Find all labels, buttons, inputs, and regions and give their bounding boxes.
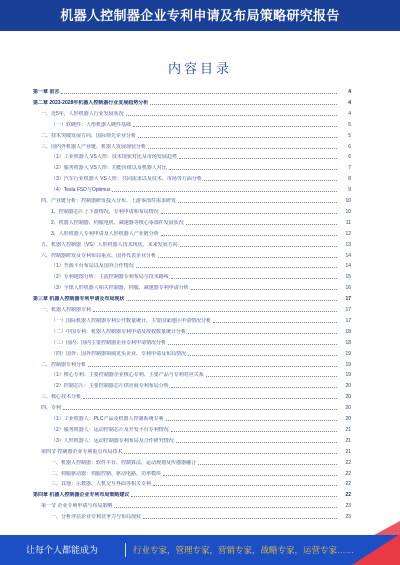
toc-entry[interactable] xyxy=(33,162,351,171)
toc-page-number: 23 xyxy=(345,503,351,510)
toc-page-number: 21 xyxy=(345,437,351,444)
toc-page-number: 12 xyxy=(345,230,351,237)
toc-leader-dots xyxy=(198,463,337,465)
toc-entry-title: 三、核心技术分析 xyxy=(41,394,82,401)
toc-entry-title: 六、控制器研发及专利布局重点、国外代表企业分析 xyxy=(41,252,157,259)
toc-leader-dots xyxy=(161,234,337,236)
toc-page-number: 23 xyxy=(345,514,351,521)
toc-page-number: 22 xyxy=(345,492,351,499)
toc-leader-dots xyxy=(143,517,337,519)
toc-leader-dots xyxy=(148,147,337,149)
toc-entry-title: 一、分析评估企业专利竞争力与布局现状 xyxy=(51,514,142,521)
toc-page-number: 15 xyxy=(345,274,351,281)
toc-leader-dots xyxy=(150,103,337,105)
toc-entry[interactable] xyxy=(33,86,351,95)
toc-entry[interactable] xyxy=(33,326,351,335)
toc-leader-dots xyxy=(191,288,337,290)
toc-leader-dots xyxy=(136,266,337,268)
toc-entry[interactable] xyxy=(33,119,351,128)
toc-leader-dots xyxy=(112,190,337,192)
toc-entry[interactable] xyxy=(33,184,351,193)
toc-leader-dots xyxy=(168,343,337,345)
toc-entry-title: 第一节 企业专利申请与布局策略 xyxy=(41,503,113,510)
toc-entry-title: （1）核心专利：主要控制器企业核心专利、主要产品与专利对应关系 xyxy=(51,372,204,379)
toc-page-number: 4 xyxy=(348,110,351,117)
toc-page-number: 6 xyxy=(348,154,351,161)
toc-page-number: 20 xyxy=(345,394,351,401)
toc-leader-dots xyxy=(176,441,337,443)
toc-entry-title: 一、机器人控制器专利 xyxy=(41,307,92,313)
toc-leader-dots xyxy=(131,495,337,497)
toc-entry-title: （2）服务机器人：运动控制芯片及开发平台专利情况 xyxy=(51,426,169,433)
footer-corner-accent-small xyxy=(374,521,400,535)
toc-page-number: 20 xyxy=(345,416,351,422)
toc-entry-title: （二）中国专利：机器人控制器专利申请及授权数量统计分析 xyxy=(51,328,187,335)
toc-leader-dots xyxy=(171,386,337,388)
toc-page-number: 19 xyxy=(345,350,351,357)
toc-leader-dots xyxy=(163,474,337,476)
toc-leader-dots xyxy=(188,354,337,356)
toc-entry-title: （3）全球人形机器人相关控制器、伺服、减速器专利申请分析 xyxy=(51,285,189,292)
toc-entry-title: （1）工业机器人 VS人形：技术现状对比及市场发展趋势 xyxy=(51,154,177,161)
toc-page-number: 20 xyxy=(345,405,351,412)
toc-leader-dots xyxy=(178,201,337,203)
toc-leader-dots xyxy=(126,114,337,116)
toc-entry-title: （2）专利地图分析：主流控制器专利布局与技术路线 xyxy=(51,274,169,281)
toc-leader-dots xyxy=(63,408,337,410)
toc-entry-title: 第三章 机器人控制器专利申请及布局现状 xyxy=(33,296,125,303)
toc-page-number: 5 xyxy=(348,132,351,139)
toc-page-number: 4 xyxy=(348,99,351,106)
toc-entry[interactable] xyxy=(33,468,351,477)
toc-entry[interactable] xyxy=(33,457,351,466)
toc-entry-title: 一、近5年，人形机器人行业发展状况 xyxy=(41,110,124,117)
toc-page-number: 11 xyxy=(345,219,351,226)
toc-leader-dots xyxy=(138,136,337,138)
toc-entry-title: （一）软硬件：人形机器人硬件基础 xyxy=(51,121,132,128)
toc-page-number: 17 xyxy=(345,317,351,324)
toc-page-number: 13 xyxy=(345,241,351,248)
toc-entry[interactable] xyxy=(33,391,351,400)
footer-roles: 行业专家，管理专家，营销专家，战略专家，运营专家…… xyxy=(133,545,355,555)
toc-page-number: 22 xyxy=(345,481,351,488)
toc-entry-title: （3）人形机器人：运动控制器专利布局及合作研究情况 xyxy=(51,437,174,444)
toc-entry[interactable] xyxy=(33,446,351,455)
toc-page-number: 21 xyxy=(345,448,351,455)
toc-page-number: 8 xyxy=(348,176,351,183)
footer-slogan: 让每个人都能成为 xyxy=(26,545,99,555)
toc-page-number: 6 xyxy=(348,143,351,150)
toc-page-number: 20 xyxy=(345,383,351,390)
toc-entry[interactable] xyxy=(33,206,351,215)
toc-page-number: 17 xyxy=(345,296,351,303)
toc-entry-title: （1）工业机器人：PLC产品及机器人控制系统专利 xyxy=(51,416,164,422)
toc-leader-dots xyxy=(179,157,337,159)
toc-leader-dots xyxy=(88,365,337,367)
toc-entry-title: 三、国内外机器人产业链、机器人发展现状分析 xyxy=(41,143,147,150)
toc-page-number: 10 xyxy=(345,208,351,215)
toc-page-number: 7 xyxy=(348,165,351,172)
toc-leader-dots xyxy=(186,223,337,225)
toc-entry[interactable] xyxy=(33,413,351,422)
toc-entry-title: 二、控制器专利分析 xyxy=(41,361,87,368)
toc-entry[interactable] xyxy=(33,141,351,150)
toc-entry-title: （三）国内：国内主要控制器企业专利申请情况分析 xyxy=(51,339,167,346)
footer-divider xyxy=(125,543,126,557)
toc-leader-dots xyxy=(213,321,337,323)
toc-page-number: 14 xyxy=(345,252,351,259)
toc-entry[interactable] xyxy=(33,315,351,324)
toc-entry[interactable] xyxy=(33,489,351,498)
toc-page-number: 14 xyxy=(345,263,351,270)
toc-page-number: 17 xyxy=(345,307,351,313)
toc-leader-dots xyxy=(124,452,337,454)
toc-entry-title: 三、其他：示教器、人机交互界面等相关专利 xyxy=(51,481,152,488)
toc-entry[interactable] xyxy=(33,348,351,357)
toc-page-number: 18 xyxy=(345,339,351,346)
toc-entry[interactable] xyxy=(33,217,351,226)
toc-entry[interactable] xyxy=(33,402,351,411)
toc-leader-dots xyxy=(169,168,337,170)
toc-leader-dots xyxy=(61,92,337,94)
toc-page-number: 16 xyxy=(345,285,351,292)
toc-entry-title: 五、机器人控制器（VS）人形机器人技术现状、未来发展方向 xyxy=(41,241,178,248)
toc-entry[interactable] xyxy=(33,380,351,389)
toc-page-number: 18 xyxy=(345,328,351,335)
toc-entry[interactable] xyxy=(33,97,351,106)
footer-banner xyxy=(0,535,400,565)
toc-entry[interactable] xyxy=(33,282,351,291)
toc-leader-dots xyxy=(158,256,337,258)
toc-leader-dots xyxy=(93,310,337,312)
toc-entry[interactable] xyxy=(33,130,351,139)
toc-entry-title: 3、人形机器人专利申请及人形机器人产业链分析 xyxy=(51,230,159,237)
report-header-bar xyxy=(0,0,400,31)
toc-page-number: 19 xyxy=(345,372,351,379)
toc-entry-title: （4）Tesla FSD与Optimus xyxy=(51,187,111,194)
toc-leader-dots xyxy=(114,506,337,508)
toc-leader-dots xyxy=(133,125,337,127)
toc-entry-title: 第一章 前言 xyxy=(33,89,60,95)
toc-entry[interactable] xyxy=(33,108,351,117)
toc-leader-dots xyxy=(206,375,337,377)
toc-leader-dots xyxy=(153,484,337,486)
toc-entry[interactable] xyxy=(33,478,351,487)
toc-entry-title: 第四节 控制器企业专利重点布局技术 xyxy=(41,448,123,455)
toc-entry[interactable] xyxy=(33,195,351,204)
toc-entry[interactable] xyxy=(33,435,351,444)
toc-entry-title: （1）开源平台布局以及国外合作情况 xyxy=(51,263,134,270)
toc-entry[interactable] xyxy=(33,369,351,378)
toc-entry-title: 2、机器人控制器、伺服电机、减速器等核心零部件发展状况 xyxy=(51,219,184,226)
toc-entry[interactable] xyxy=(33,271,351,280)
toc-entry[interactable] xyxy=(33,511,351,520)
toc-entry[interactable] xyxy=(33,173,351,182)
toc-page-number: 22 xyxy=(345,459,351,466)
toc-entry[interactable] xyxy=(33,500,351,509)
toc-entry[interactable] xyxy=(33,151,351,160)
toc-page-number: 4 xyxy=(348,89,351,95)
toc-entry-title: 第二章 2023-2028年机器人控制器行业发展趋势分析 xyxy=(33,99,149,106)
toc-leader-dots xyxy=(171,430,337,432)
toc-page-number: 22 xyxy=(345,470,351,477)
toc-entry-title: （3）汽车行业机器人 VS人形：共同需求以及技术、市场等方面分析 xyxy=(51,176,202,183)
toc-leader-dots xyxy=(126,299,337,301)
toc-page-number: 21 xyxy=(345,426,351,433)
toc-entry[interactable] xyxy=(33,293,351,302)
toc-leader-dots xyxy=(204,179,337,181)
toc-entry-title: 二、伺服驱动器：伺服控制、驱动电路、功率模块 xyxy=(51,470,162,477)
toc-heading: 内容目录 xyxy=(167,61,232,76)
footer-corner-accent xyxy=(352,534,400,565)
toc-leader-dots xyxy=(83,397,337,399)
toc-entry[interactable] xyxy=(33,239,351,248)
report-title: 机器人控制器企业专利申请及布局策略研究报告 xyxy=(60,8,340,23)
toc-entry[interactable] xyxy=(33,359,351,368)
toc-entry-title: （四）国外：国外控制器领域龙头企业、专利申请及布局情况 xyxy=(51,350,187,357)
toc-entry[interactable] xyxy=(33,424,351,433)
toc-page-number: 10 xyxy=(345,198,351,204)
toc-entry-title: （2）服务机器人 VS人形：功能价值以及机器人对比 xyxy=(51,165,167,172)
toc-entry-title: 二、技术突破发展方向、国际领先企业分析 xyxy=(41,132,137,139)
toc-page-number: 19 xyxy=(345,361,351,368)
toc-leader-dots xyxy=(171,277,337,279)
toc-leader-dots xyxy=(161,212,337,214)
toc-entry[interactable] xyxy=(33,304,351,313)
toc-page-number: 5 xyxy=(348,121,351,128)
toc-entry[interactable] xyxy=(33,260,351,269)
toc-leader-dots xyxy=(166,419,337,421)
toc-entry[interactable] xyxy=(33,337,351,346)
toc-entry[interactable] xyxy=(33,228,351,237)
toc-entry-title: 四、产业链分析：控制器研发投入分布、上游零部件需求研发 xyxy=(41,198,177,204)
toc-entry[interactable] xyxy=(33,250,351,259)
toc-entry-title: 一、机器人控制器：软件平台、控制算法、运动规划及传感器融合 xyxy=(51,459,197,466)
toc-entry-title: 1、控制器芯片上下游情况，专利申请和布局情况 xyxy=(51,208,159,215)
toc-page-number: 9 xyxy=(348,187,351,194)
toc-entry-title: 第四章 机器人控制器企业专利布局策略建议 xyxy=(33,492,130,499)
toc-entry-title: 四、专利 xyxy=(41,405,62,412)
toc-leader-dots xyxy=(188,332,337,334)
toc-leader-dots xyxy=(180,245,337,247)
toc-entry-title: （一）国际机器人控制器专利公开数量统计、主要国家地区申请情况分析 xyxy=(51,317,212,324)
toc-entry-title: （2）控制芯片：主要控制器芯片供应商专利布局分析 xyxy=(51,383,169,390)
